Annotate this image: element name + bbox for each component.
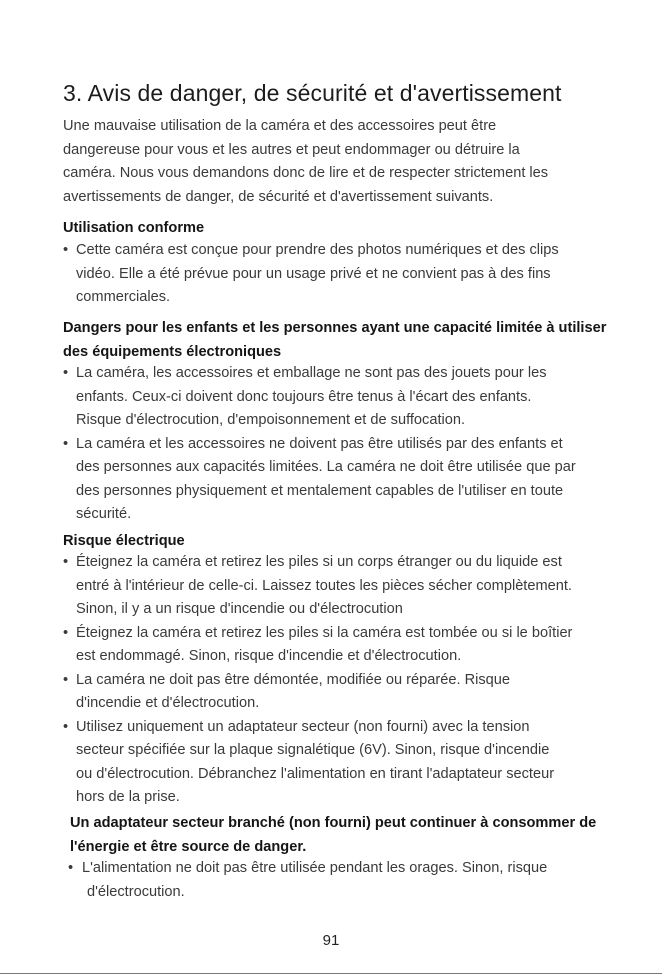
- section-heading-risque-electrique: Risque électrique: [63, 533, 185, 549]
- list-item: • La caméra et les accessoires ne doivent pas être utilisés par des enfants et des personnes aux capacités limitées. La caméra ne doit être utilisée que par des personnes physiquement et mentalement capables de l'utiliser en toute sécurité.: [63, 433, 576, 527]
- bullet-list-dangers-enfants: [63, 362, 576, 527]
- list-item: • La caméra ne doit pas être démontée, modifiée ou réparée. Risque d'incendie et d'électrocution.: [63, 669, 572, 716]
- section-heading-dangers-enfants: Dangers pour les enfants et les personnes ayant une capacité limitée à utiliser des équipements électroniques: [63, 320, 607, 360]
- intro-line: caméra. Nous vous demandons donc de lire et de respecter strictement les: [63, 165, 549, 181]
- bullet-dot: •: [63, 435, 69, 452]
- list-item: • L'alimentation ne doit pas être utilisée pendant les orages. Sinon, risque d'électrocution.: [68, 857, 547, 904]
- intro-paragraph: [63, 115, 633, 209]
- bullet-dot: •: [63, 365, 69, 381]
- section-heading-utilisation: Utilisation conforme: [63, 220, 205, 236]
- intro-line: dangereuse pour vous et les autres et peut endommager ou détruire la: [63, 141, 520, 158]
- bullet-dot: •: [68, 860, 74, 876]
- list-item: • Éteignez la caméra et retirez les piles si un corps étranger ou du liquide est entré à l'intérieur de celle-ci. Laissez toutes les pièces sécher complètement. Sinon, il y a un risque d'incendie ou d'électrocution: [63, 551, 572, 622]
- list-item: • Éteignez la caméra et retirez les piles si la caméra est tombée ou si le boîtier est endommagé. Sinon, risque d'incendie et d'électrocution.: [63, 622, 572, 669]
- bullet-dot: •: [63, 718, 69, 735]
- list-item: • La caméra, les accessoires et emballage ne sont pas des jouets pour les enfants. Ceux-ci doivent donc toujours être tenus à l'écart des enfants. Risque d'électrocution, d'empoisonnement et de suffocation.: [63, 362, 576, 433]
- list-item: • Utilisez uniquement un adaptateur secteur (non fourni) avec la tension secteur spécifiée sur la plaque signalétique (6V). Sinon, risque d'incendie ou d'électrocution. Débranchez l'alimentation en tirant l'adaptateur secteur hors de la prise.: [63, 716, 572, 810]
- intro-line: avertissements de danger, de sécurité et d'avertissement suivants.: [63, 188, 494, 205]
- intro-line: Une mauvaise utilisation de la caméra et des accessoires peut être: [63, 118, 497, 134]
- bullet-list-risque-electrique: [63, 551, 572, 810]
- bullet-dot: •: [63, 242, 69, 258]
- bullet-dot: •: [63, 554, 69, 570]
- bullet-list-utilisation: [63, 239, 559, 310]
- bottom-divider: [0, 973, 662, 974]
- bullet-list-adaptateur: [68, 857, 547, 904]
- page-title: 3. Avis de danger, de sécurité et d'avertissement: [63, 80, 562, 106]
- bullet-dot: •: [63, 624, 69, 641]
- page-number: 91: [322, 932, 340, 949]
- section-heading-adaptateur: Un adaptateur secteur branché (non fourni) peut continuer à consommer de l'énergie et être source de danger.: [70, 815, 597, 855]
- bullet-dot: •: [63, 671, 69, 688]
- list-item: • Cette caméra est conçue pour prendre des photos numériques et des clips vidéo. Elle a été prévue pour un usage privé et ne convient pas à des fins commerciales.: [63, 239, 559, 310]
